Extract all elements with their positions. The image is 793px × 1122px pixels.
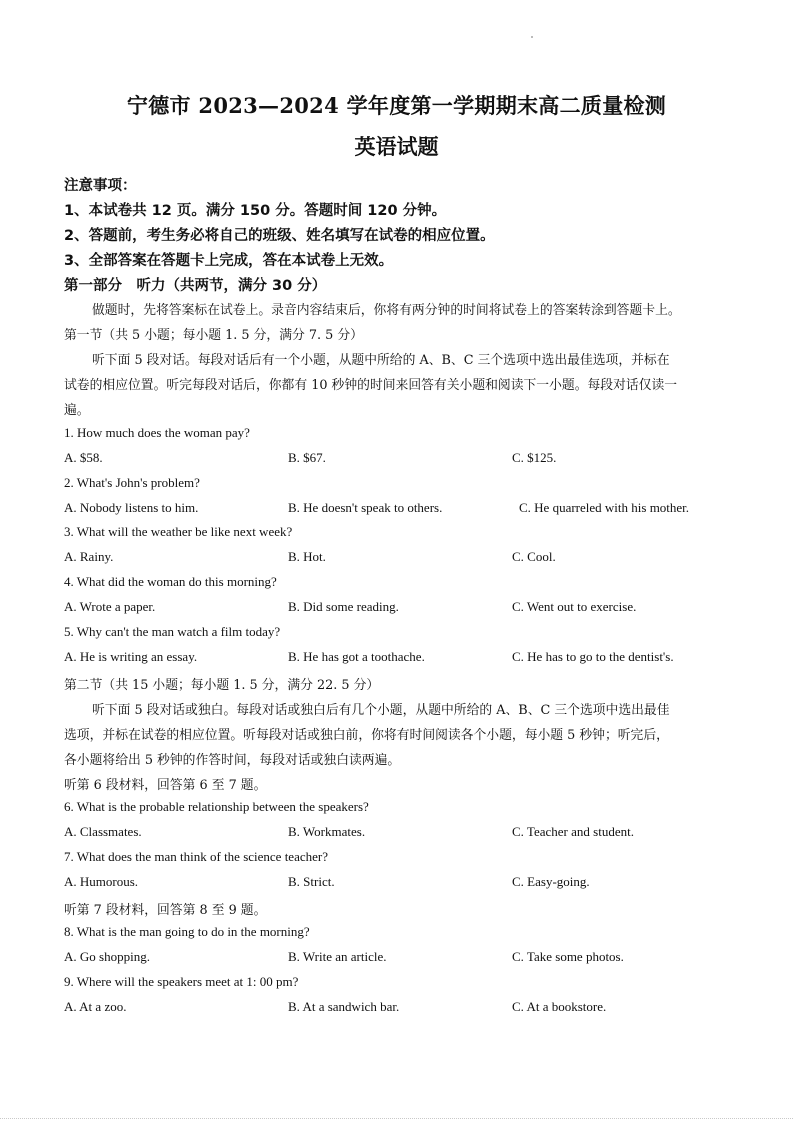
- exam-title: 宁德市 2023—2024 学年度第一学期期末高二质量检测: [126, 93, 667, 118]
- question-9: 9. Where will the speakers meet at 1: 00 pm?: [64, 974, 299, 989]
- q9-option-a: A. At a zoo.: [64, 999, 127, 1014]
- q8-option-b: B. Write an article.: [288, 949, 387, 964]
- part1-heading: 第一部分 听力（共两节，满分 30 分）: [64, 278, 327, 294]
- q4-option-b: B. Did some reading.: [288, 599, 399, 614]
- section2-heading: 第二节（共 15 小题；每小题 1. 5 分，满分 22. 5 分）: [64, 678, 380, 693]
- q4-option-c: C. Went out to exercise.: [512, 599, 637, 614]
- scan-dot: [531, 36, 533, 38]
- q7-option-c: C. Easy-going.: [512, 874, 590, 889]
- q4-option-a: A. Wrote a paper.: [64, 599, 156, 614]
- q1-option-a: A. $58.: [64, 450, 103, 465]
- q3-option-c: C. Cool.: [512, 549, 556, 564]
- material-6-heading: 听第 6 段材料，回答第 6 至 7 题。: [64, 778, 267, 793]
- section1-instruction-3: 遍。: [64, 403, 90, 418]
- notice-item-3: 3、全部答案在答题卡上完成，答在本试卷上无效。: [64, 253, 394, 269]
- q9-option-b: B. At a sandwich bar.: [288, 999, 400, 1014]
- question-1: 1. How much does the woman pay?: [64, 425, 250, 440]
- q1-option-b: B. $67.: [288, 450, 326, 465]
- q2-option-c: C. He quarreled with his mother.: [519, 500, 690, 515]
- q8-option-a: A. Go shopping.: [64, 949, 150, 964]
- question-3: 3. What will the weather be like next week?: [64, 524, 293, 539]
- question-4: 4. What did the woman do this morning?: [64, 574, 277, 589]
- q7-option-b: B. Strict.: [288, 874, 335, 889]
- section2-instruction-1: 听下面 5 段对话或独白。每段对话或独白后有几个小题，从题中所给的 A、B、C 三个选项中选出最佳: [92, 703, 670, 718]
- q6-option-c: C. Teacher and student.: [512, 824, 634, 839]
- exam-subtitle: 英语试题: [354, 134, 439, 159]
- question-8: 8. What is the man going to do in the morning?: [64, 924, 310, 939]
- question-7: 7. What does the man think of the science teacher?: [64, 849, 328, 864]
- q7-option-a: A. Humorous.: [64, 874, 139, 889]
- question-6: 6. What is the probable relationship between the speakers?: [64, 799, 369, 814]
- section1-instruction-1: 听下面 5 段对话。每段对话后有一个小题，从题中所给的 A、B、C 三个选项中选出最佳选项，并标在: [92, 353, 670, 368]
- q3-option-b: B. Hot.: [288, 549, 326, 564]
- q8-option-c: C. Take some photos.: [512, 949, 624, 964]
- q1-option-c: C. $125.: [512, 450, 557, 465]
- part1-intro: 做题时，先将答案标在试卷上。录音内容结束后，你将有两分钟的时间将试卷上的答案转涂到答题卡上。: [92, 303, 681, 318]
- section1-heading: 第一节（共 5 小题；每小题 1. 5 分，满分 7. 5 分）: [64, 328, 363, 343]
- section2-instruction-2: 选项，并标在试卷的相应位置。听每段对话或独白前，你将有时间阅读各个小题，每小题 5 秒钟；听完后，: [64, 728, 669, 743]
- q5-option-a: A. He is writing an essay.: [64, 649, 198, 664]
- notice-item-1: 1、本试卷共 12 页。满分 150 分。答题时间 120 分钟。: [64, 203, 447, 219]
- question-5: 5. Why can't the man watch a film today?: [64, 624, 281, 639]
- q6-option-a: A. Classmates.: [64, 824, 142, 839]
- section2-instruction-3: 各小题将给出 5 秒钟的作答时间，每段对话或独白读两遍。: [64, 753, 401, 768]
- section1-instruction-2: 试卷的相应位置。听完每段对话后，你都有 10 秒钟的时间来回答有关小题和阅读下一小题。每段对话仅读一: [64, 378, 678, 393]
- question-2: 2. What's John's problem?: [64, 475, 200, 490]
- q3-option-a: A. Rainy.: [64, 549, 114, 564]
- q6-option-b: B. Workmates.: [288, 824, 366, 839]
- q2-option-a: A. Nobody listens to him.: [64, 500, 199, 515]
- q5-option-c: C. He has to go to the dentist's.: [512, 649, 674, 664]
- q5-option-b: B. He has got a toothache.: [288, 649, 425, 664]
- q9-option-c: C. At a bookstore.: [512, 999, 607, 1014]
- page-bottom-rule: [0, 1118, 793, 1120]
- q2-option-b: B. He doesn't speak to others.: [288, 500, 443, 515]
- notice-heading: 注意事项：: [64, 178, 137, 194]
- notice-item-2: 2、答题前，考生务必将自己的班级、姓名填写在试卷的相应位置。: [64, 228, 495, 244]
- material-7-heading: 听第 7 段材料，回答第 8 至 9 题。: [64, 903, 267, 918]
